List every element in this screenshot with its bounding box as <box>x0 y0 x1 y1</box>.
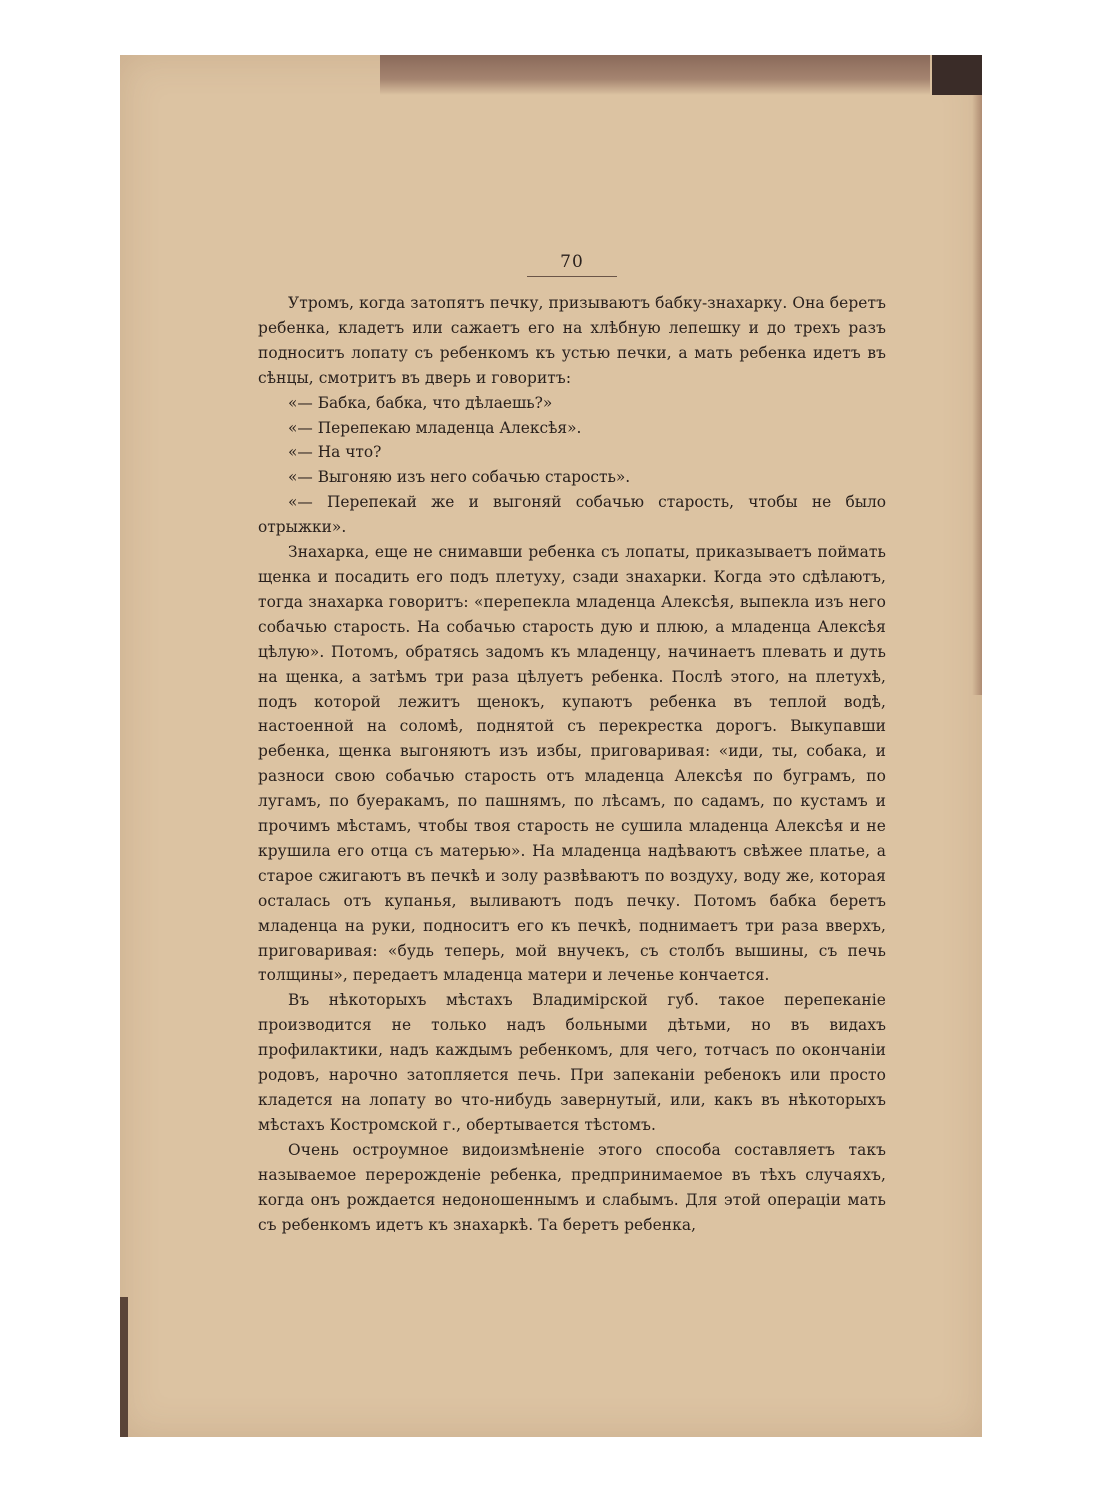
paragraph-ritual-intro: Утромъ, когда затопятъ печку, призываютъ бабку-знахарку. Она беретъ ребенка, кладетъ или сажаетъ его на хлѣбную лепешку и до трехъ разъ подноситъ лопату съ ребенкомъ къ устью печки, а мать ребенка идетъ въ сѣнцы, смотритъ въ дверь и говоритъ: <box>258 294 886 387</box>
scan-shadow-corner <box>932 55 982 95</box>
page-number: 70 <box>527 252 617 277</box>
scan-shadow-left <box>120 1297 128 1437</box>
paragraph-pererozhdenie: Очень остроумное видоизмѣненіе этого способа составляетъ такъ называемое перерожденіе ребенка, предпринимаемое въ тѣхъ случаяхъ, когда онъ рождается недоношеннымъ и слабымъ. Для этой операціи мать съ ребенкомъ идетъ къ знахаркѣ. Та беретъ ребенка, <box>258 1140 886 1234</box>
paragraph-vladimir: Въ нѣкоторыхъ мѣстахъ Владимірской губ. такое перепеканіе производится не только надъ больными дѣтьми, но въ видахъ профилактики, надъ каждымъ ребенкомъ, для чего, тотчасъ по окончаніи родовъ, нарочно затопляется печь. При запеканіи ребенокъ или просто кладется на лопату во что-нибудь завернутый, или, какъ въ нѣкоторыхъ мѣстахъ Костромской г., обертывается тѣстомъ. <box>258 991 886 1134</box>
dialog-line-3: «— На что? <box>288 443 382 462</box>
dialog-line-1: «— Бабка, бабка, что дѣлаешь?» <box>288 393 553 412</box>
scan-shadow-right-edge <box>972 95 982 695</box>
paragraph-znakharka: Знахарка, еще не снимавши ребенка съ лопаты, приказываетъ поймать щенка и посадить его подъ плетуху, сзади знахарки. Когда это сдѣлаютъ, тогда знахарка говоритъ: «перепекла младенца Алексѣя, выпекла изъ него собачью старость. На собачью старость дую и плюю, а младенца Алексѣя цѣлую». Потомъ, обратясь задомъ къ младенцу, начинаетъ плевать и дуть на щенка, а затѣмъ три раза цѣлуетъ ребенка. Послѣ этого, на плетухѣ, подъ которой лежитъ щенокъ, купаютъ ребенка въ теплой водѣ, настоенной на соломѣ, поднятой съ перекрестка дорогъ. Выкупавши ребенка, щенка выгоняютъ изъ избы, приговаривая: «иди, ты, собака, и разноси свою собачью старость отъ младенца Алексѣя по буграмъ, по лугамъ, по буеракамъ, по пашнямъ, по лѣсамъ, по садамъ, по кустамъ и прочимъ мѣстамъ, чтобы твоя старость не сушила младенца Алексѣя и не крушила его отца съ матерью». На младенца надѣваютъ свѣжее платье, а старое сжигаютъ въ печкѣ и золу развѣваютъ по воздуху, воду же, которая осталась отъ купанья, выливаютъ подъ печку. Потомъ бабка беретъ младенца на руки, подноситъ его къ печкѣ, поднимаетъ три раза вверхъ, приговаривая: «будь теперь, мой внучекъ, съ столбъ вышины, съ печь толщины», передаетъ младенца матери и леченье кончается. <box>258 543 886 985</box>
dialog-line-5: «— Перепекай же и выгоняй собачью старость, чтобы не было отрыжки». <box>258 493 886 537</box>
page-text-block <box>258 252 886 1237</box>
scan-shadow-top <box>380 55 930 95</box>
dialog-line-4: «— Выгоняю изъ него собачью старость». <box>288 468 631 487</box>
dialog-line-2: «— Перепекаю младенца Алексѣя». <box>288 418 582 437</box>
